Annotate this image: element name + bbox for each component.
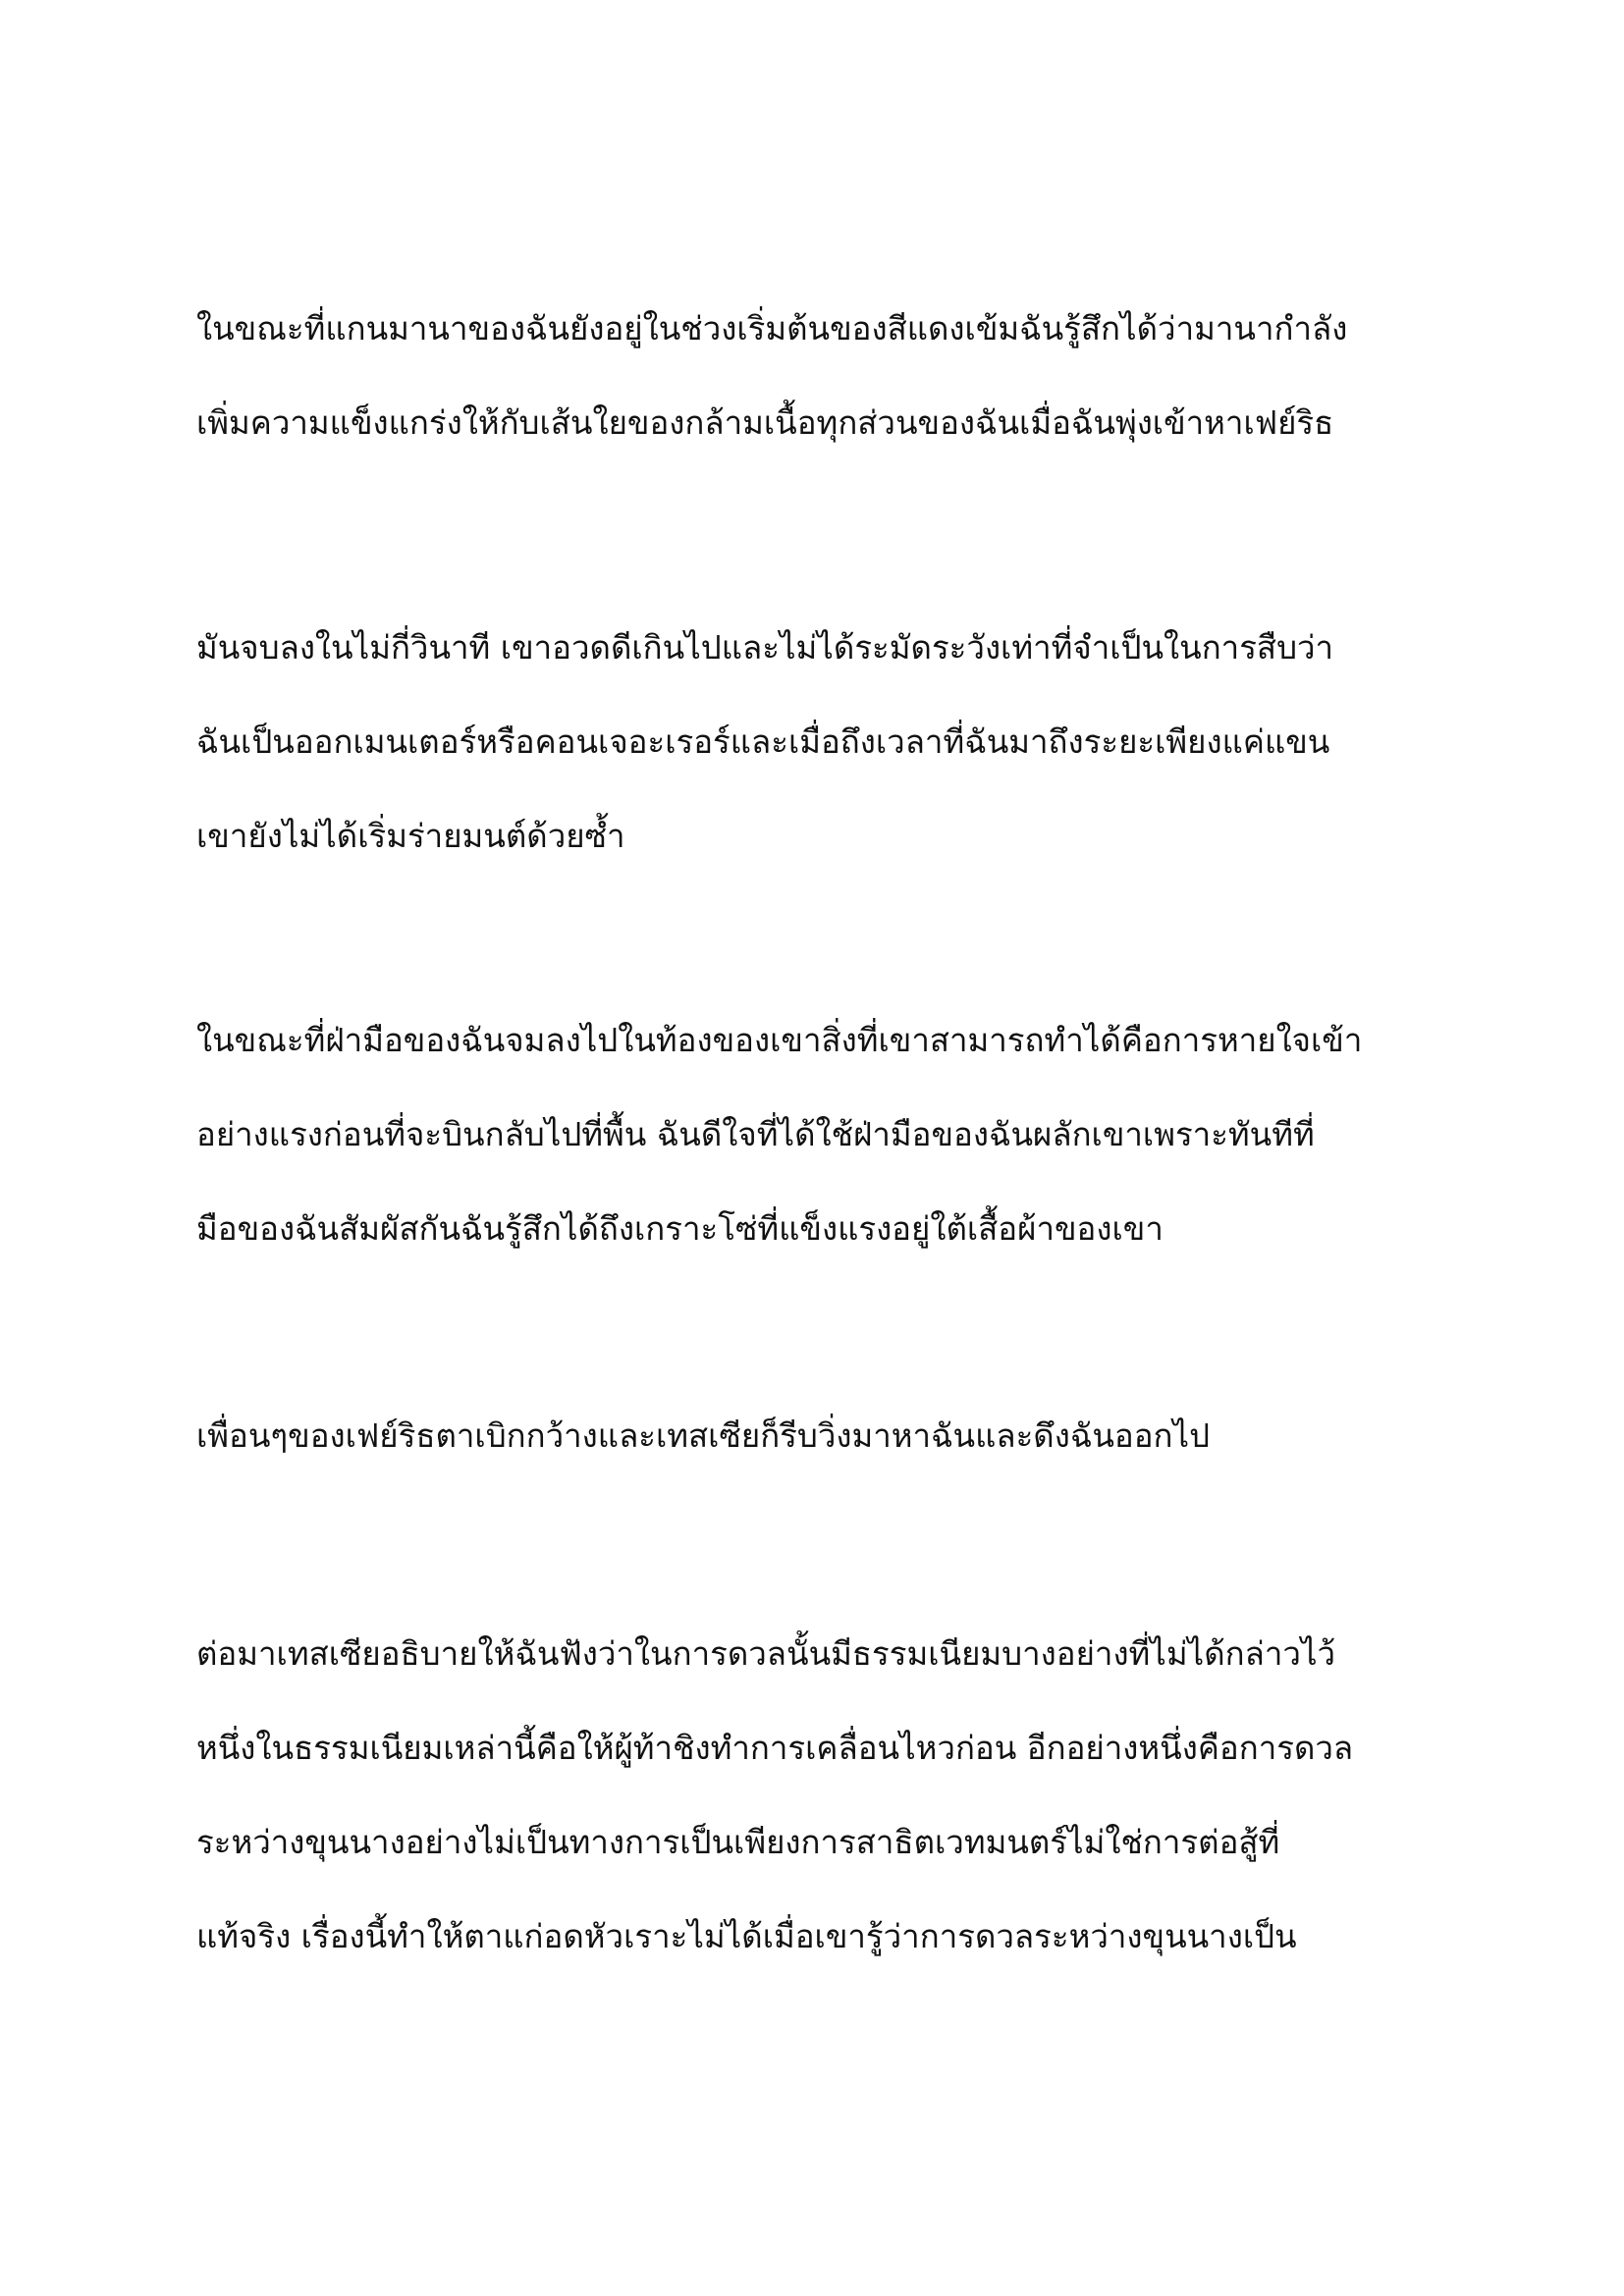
paragraph-line: ในขณะที่ฝ่ามือของฉันจมลงไปในท้องของเขาสิ่งที่เขาสามารถทำได้คือการหายใจเข้า	[196, 1021, 1363, 1059]
paragraph-line: เขายังไม่ได้เริ่มร่ายมนต์ด้วยซ้ำ	[196, 817, 625, 855]
paragraph-line: มือของฉันสัมผัสกันฉันรู้สึกได้ถึงเกราะโซ่ที่แข็งแรงอยู่ใต้เสื้อผ้าของเขา	[196, 1209, 1164, 1248]
paragraph-line: ฉันเป็นออกเมนเตอร์หรือคอนเจอะเรอร์และเมื่อถึงเวลาที่ฉันมาถึงระยะเพียงแค่แขน	[196, 722, 1330, 761]
paragraph-line: เพิ่มความแข็งแกร่งให้กับเส้นใยของกล้ามเนื้อทุกส่วนของฉันเมื่อฉันพุ่งเข้าหาเฟย์ริธ	[196, 403, 1334, 442]
paragraph-line: เพื่อนๆของเฟย์ริธตาเบิกกว้างและเทสเซียก็รีบวิ่งมาหาฉันและดึงฉันออกไป	[196, 1416, 1211, 1455]
paragraph-line: อย่างแรงก่อนที่จะบินกลับไปที่พื้น ฉันดีใจที่ได้ใช้ฝ่ามือของฉันผลักเขาเพราะทันทีที่	[196, 1115, 1315, 1153]
paragraph-line: ระหว่างขุนนางอย่างไม่เป็นทางการเป็นเพียงการสาธิตเวทมนตร์ไม่ใช่การต่อสู้ที่	[196, 1823, 1280, 1861]
paragraph-line: มันจบลงในไม่กี่วินาที เขาอวดดีเกินไปและไม่ได้ระมัดระวังเท่าที่จำเป็นในการสืบว่า	[196, 628, 1334, 667]
paragraph-line: ในขณะที่แกนมานาของฉันยังอยู่ในช่วงเริ่มต้นของสีแดงเข้มฉันรู้สึกได้ว่ามานากำลัง	[196, 309, 1348, 347]
paragraph-line: ต่อมาเทสเซียอธิบายให้ฉันฟังว่าในการดวลนั้นมีธรรมเนียมบางอย่างที่ไม่ได้กล่าวไว้	[196, 1634, 1336, 1673]
paragraph-line: หนึ่งในธรรมเนียมเหล่านี้คือให้ผู้ท้าชิงทำการเคลื่อนไหวก่อน อีกอย่างหนึ่งคือการดวล	[196, 1729, 1354, 1767]
paragraph-line: แท้จริง เรื่องนี้ทำให้ตาแก่อดหัวเราะไม่ได้เมื่อเขารู้ว่าการดวลระหว่างขุนนางเป็น	[196, 1917, 1297, 1955]
